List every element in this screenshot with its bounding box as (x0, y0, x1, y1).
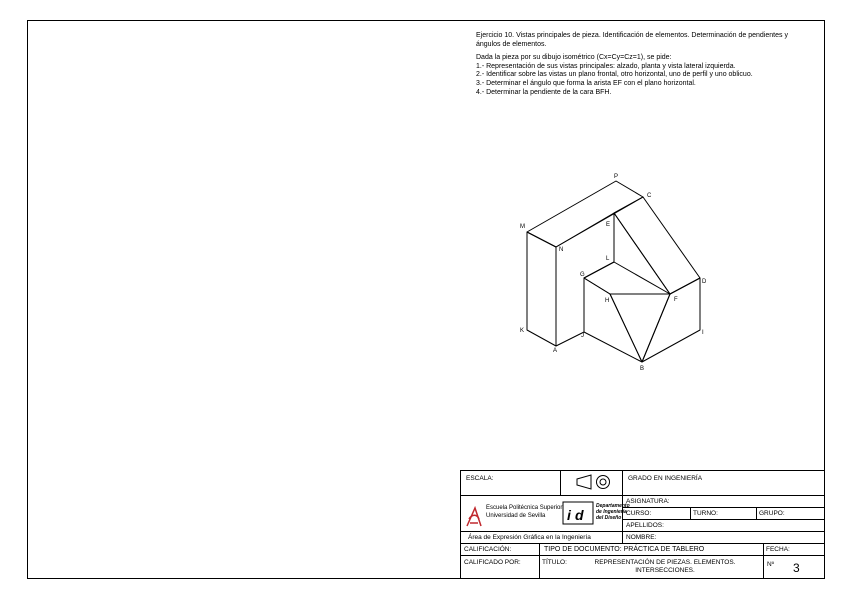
edge-fb (642, 294, 670, 362)
vertex-label-d: D (702, 279, 707, 285)
face-right-dfbi (642, 278, 700, 362)
exercise-item-2: 2.- Identificar sobre las vistas un plano frontal, otro horizontal, uno de perfil y uno oblicuo. (476, 71, 753, 79)
vertex-labels (520, 174, 707, 372)
face-gjbh (584, 278, 642, 362)
exercise-item-4: 4.- Determinar la pendiente de la cara BFH. (476, 88, 612, 96)
svg-text:d: d (575, 507, 584, 523)
vertex-label-i: I (702, 330, 704, 336)
vertex-label-f: F (674, 297, 678, 303)
turno-label: TURNO: (693, 510, 718, 517)
school-line-2: Universidad de Sevilla (486, 513, 546, 519)
isometric-piece (527, 181, 700, 362)
nombre-label: NOMBRE: (626, 534, 657, 541)
vertex-label-k: K (520, 328, 525, 334)
vertex-label-e: E (606, 222, 611, 228)
face-left-kamn (527, 232, 556, 346)
face-top-mnpc (527, 181, 643, 247)
school-line-1: Escuela Politécnica Superior (486, 505, 563, 511)
sheet-number: 3 (793, 561, 800, 575)
vertex-label-n: N (559, 247, 564, 253)
curso-label: CURSO: (626, 510, 652, 517)
dept-line-2: de Ingeniería (596, 509, 627, 515)
exercise-intro: Dada la pieza por su dibujo isométrico (Cx=Cy=Cz=1), se pide: (476, 54, 672, 62)
calificado-por-label: CALIFICADO POR: (464, 559, 521, 566)
school-name (486, 504, 562, 520)
grupo-label: GRUPO: (759, 510, 785, 517)
department-name (596, 503, 630, 521)
vertex-label-l: L (606, 256, 610, 262)
asignatura-label: ASIGNATURA: (626, 498, 670, 505)
edge-ef (614, 213, 670, 294)
vertex-label-p: P (614, 174, 619, 180)
titulo-value (590, 559, 740, 575)
face-front-upper (556, 213, 614, 346)
exercise-item-3: 3.- Determinar el ángulo que forma la arista EF con el plano horizontal. (476, 79, 696, 87)
calificacion-label: CALIFICACIÓN: (464, 546, 512, 553)
escala-label: ESCALA: (466, 475, 494, 482)
vertex-label-b: B (640, 366, 645, 372)
titulo-line-1: REPRESENTACIÓN DE PIEZAS. ELEMENTOS. (594, 559, 736, 566)
exercise-title-line-1: Ejercicio 10. Vistas principales de pieza. Identificación de elementos. Determinación de pendientes y (476, 32, 788, 39)
vertex-label-h: H (605, 298, 610, 304)
tipo-documento: TIPO DE DOCUMENTO: PRÁCTICA DE TABLERO (544, 546, 705, 553)
area-text: Área de Expresión Gráfica en la Ingeniería (468, 534, 591, 541)
titulo-line-2: INTERSECCIONES. (635, 567, 695, 574)
exercise-item-1: 1.- Representación de sus vistas principales: alzado, planta y vista lateral izquierda. (476, 62, 736, 70)
titulo-label: TÍTULO: (542, 559, 567, 566)
exercise-title-line-2: ángulos de elementos. (476, 40, 547, 48)
fecha-label: FECHA: (766, 546, 790, 553)
vertex-label-m: M (520, 224, 525, 230)
apellidos-label: APELLIDOS: (626, 522, 664, 529)
numero-label: Nº (767, 561, 775, 568)
svg-text:i: i (567, 507, 571, 523)
vertex-label-j: J (581, 333, 584, 339)
vertex-label-a: A (553, 348, 558, 354)
vertex-label-c: C (647, 193, 652, 199)
dept-line-3: del Diseño (596, 515, 622, 521)
vertex-label-g: G (580, 272, 585, 278)
edge-hb (610, 294, 642, 362)
dept-line-1: Departamento (596, 503, 630, 509)
grado-text: GRADO EN INGENIERÍA (628, 475, 703, 482)
face-slope-c-e-f-d (614, 197, 700, 294)
face-ghlf (584, 262, 670, 294)
